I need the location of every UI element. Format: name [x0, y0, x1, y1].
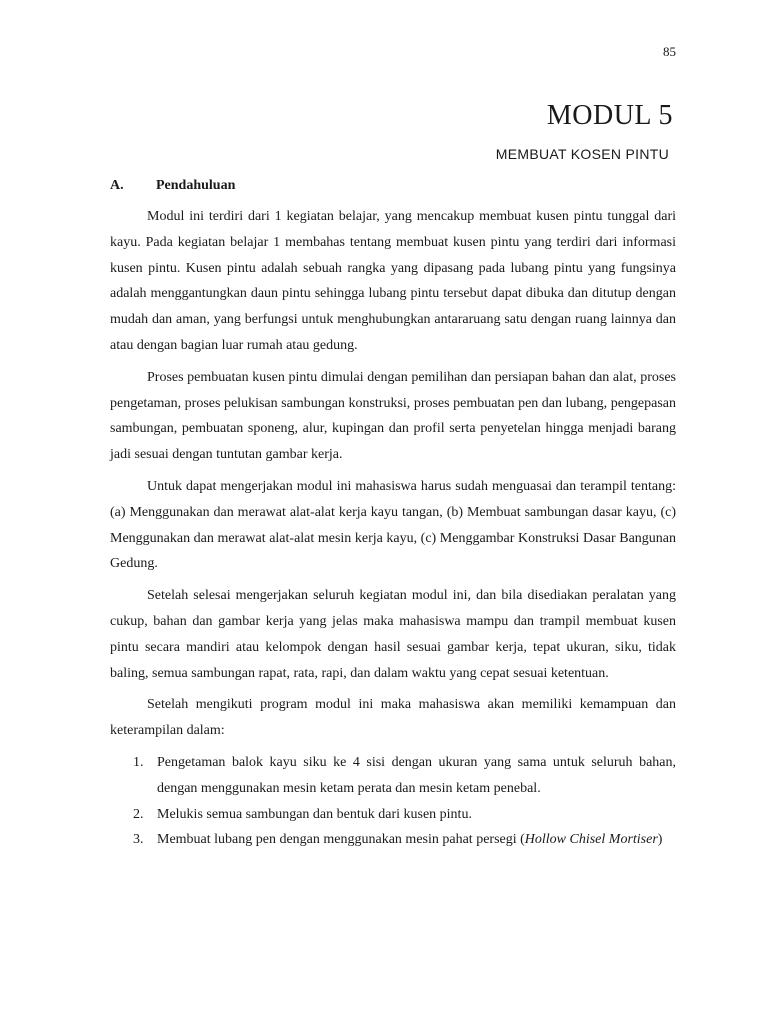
body-text: [110, 204, 676, 853]
list-item-text: Melukis semua sambungan dan bentuk dari kusen pintu.: [157, 806, 472, 822]
list-marker: 1.: [133, 754, 144, 770]
section-heading: [110, 178, 235, 194]
paragraph: Modul ini terdiri dari 1 kegiatan belajar, yang mencakup membuat kusen pintu tunggal dari kayu. Pada kegiatan belajar 1 membahas tentang membuat kusen pintu yang terdiri dari informasi kusen pintu. Kusen pintu adalah sebuah rangka yang dipasang pada lubang pintu yang fungsinya adalah menggantungkan daun pintu sehingga lubang pintu tersebut dapat dibuka dan ditutup dengan mudah dan aman, yang berfungsi untuk menghubungkan antararuang satu dengan ruang lainnya dan atau dengan bagian luar rumah atau gedung.: [110, 209, 676, 353]
list-item: [110, 802, 676, 828]
list-item-text: [157, 827, 676, 853]
list-item-text-start: Membuat lubang pen dengan menggunakan mesin pahat persegi (: [157, 832, 525, 848]
competency-list: [110, 750, 676, 853]
list-marker: 3.: [133, 832, 144, 848]
module-title: MODUL 5: [546, 100, 673, 131]
module-subtitle: MEMBUAT KOSEN PINTU: [495, 146, 669, 162]
paragraph: Untuk dapat mengerjakan modul ini mahasiswa harus sudah menguasai dan terampil tentang: (a) Menggunakan dan merawat alat-alat kerja kayu tangan, (b) Membuat sambungan dasar kayu, (c) Menggunakan dan merawat alat-alat mesin kerja kayu, (c) Menggambar Konstruksi Dasar Bangunan Gedung.: [110, 478, 676, 572]
page-number: 85: [663, 44, 676, 59]
list-marker: 2.: [133, 806, 144, 822]
paragraph: Proses pembuatan kusen pintu dimulai dengan pemilihan dan persiapan bahan dan alat, proses pengetaman, proses pelukisan sambungan konstruksi, proses pembuatan pen dan lubang, pengepasan sambungan, pembuatan sponeng, alur, kupingan dan profil serta penyetelan hingga menjadi barang jadi sesuai dengan tuntutan gambar kerja.: [110, 369, 676, 463]
list-item: [110, 827, 676, 853]
list-item-text: Pengetaman balok kayu siku ke 4 sisi dengan ukuran yang sama untuk seluruh bahan, dengan menggunakan mesin ketam perata dan mesin ketam penebal.: [157, 754, 676, 796]
section-number: A.: [110, 178, 124, 193]
paragraph: Setelah mengikuti program modul ini maka mahasiswa akan memiliki kemampuan dan keterampilan dalam:: [110, 697, 676, 739]
section-title: Pendahuluan: [156, 178, 236, 193]
paragraph: Setelah selesai mengerjakan seluruh kegiatan modul ini, dan bila disediakan peralatan yang cukup, bahan dan gambar kerja yang jelas maka mahasiswa mampu dan trampil membuat kusen pintu secara mandiri atau kelompok dengan hasil sesuai gambar kerja, tepat ukuran, siku, tidak baling, semua sambungan rapat, rata, rapi, dan dalam waktu yang cepat sesuai ketentuan.: [110, 588, 676, 681]
list-item: [110, 750, 676, 802]
list-item-text-italic: Hollow Chisel Mortiser: [524, 832, 658, 848]
list-item-text-end: ): [657, 832, 663, 848]
